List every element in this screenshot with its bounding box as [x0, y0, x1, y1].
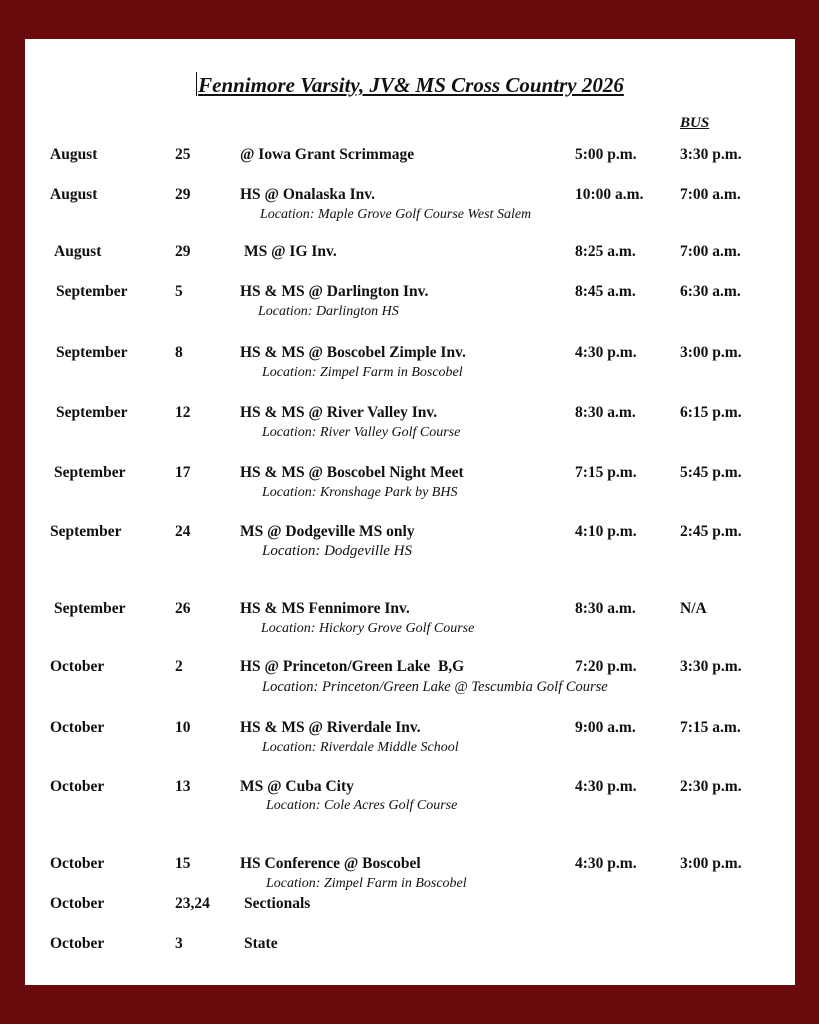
event-time: 4:30 p.m. — [575, 344, 637, 361]
event-month: September — [50, 523, 122, 540]
event-time: 9:00 a.m. — [575, 719, 636, 736]
event-month: October — [50, 719, 105, 736]
schedule-row — [25, 283, 795, 303]
event-day: 29 — [175, 186, 191, 203]
schedule-row — [25, 404, 795, 424]
event-day: 29 — [175, 243, 191, 260]
event-month: September — [54, 600, 126, 617]
bus-time: 3:00 p.m. — [680, 344, 742, 361]
event-month: October — [50, 895, 105, 912]
event-location: Location: Zimpel Farm in Boscobel — [262, 365, 463, 380]
event-month: August — [50, 186, 98, 203]
schedule-row — [25, 600, 795, 620]
event-name: HS & MS Fennimore Inv. — [240, 600, 410, 617]
event-time: 8:30 a.m. — [575, 404, 636, 421]
schedule-row — [25, 523, 795, 543]
bus-time: 2:45 p.m. — [680, 523, 742, 540]
event-time: 7:15 p.m. — [575, 464, 637, 481]
event-name: HS & MS @ River Valley Inv. — [240, 404, 438, 421]
schedule-row — [25, 243, 795, 263]
page-title: Fennimore Varsity, JV& MS Cross Country 2026 — [25, 72, 795, 98]
event-name: MS @ Dodgeville MS only — [240, 523, 415, 540]
event-day: 2 — [175, 658, 183, 675]
event-day: 12 — [175, 404, 191, 421]
event-day: 23,24 — [175, 895, 210, 912]
event-name: Sectionals — [244, 895, 311, 912]
schedule-row — [25, 344, 795, 364]
event-location: Location: Cole Acres Golf Course — [266, 798, 458, 813]
event-month: September — [56, 283, 128, 300]
event-name: HS & MS @ Boscobel Night Meet — [240, 464, 464, 481]
event-name: HS & MS @ Darlington Inv. — [240, 283, 429, 300]
event-name: @ Iowa Grant Scrimmage — [240, 146, 415, 163]
event-location: Location: Dodgeville HS — [262, 543, 412, 559]
event-location: Location: Zimpel Farm in Boscobel — [266, 876, 467, 891]
bus-column-header: BUS — [680, 115, 710, 131]
event-time: 8:45 a.m. — [575, 283, 636, 300]
schedule-row — [25, 895, 795, 915]
event-time: 4:30 p.m. — [575, 855, 637, 872]
event-name: HS @ Onalaska Inv. — [240, 186, 376, 203]
bus-time: N/A — [680, 600, 707, 617]
event-location: Location: Princeton/Green Lake @ Tescumbia Golf Course — [262, 679, 608, 695]
event-month: August — [54, 243, 102, 260]
event-day: 13 — [175, 778, 191, 795]
event-time: 7:20 p.m. — [575, 658, 637, 675]
event-day: 17 — [175, 464, 191, 481]
event-name: HS & MS @ Riverdale Inv. — [240, 719, 421, 736]
bus-time: 3:00 p.m. — [680, 855, 742, 872]
event-day: 5 — [175, 283, 183, 300]
event-location: Location: Riverdale Middle School — [262, 740, 459, 755]
event-location: Location: River Valley Golf Course — [262, 425, 461, 440]
schedule-row — [25, 464, 795, 484]
event-day: 25 — [175, 146, 191, 163]
schedule-row — [25, 719, 795, 739]
event-time: 4:30 p.m. — [575, 778, 637, 795]
event-time: 10:00 a.m. — [575, 186, 644, 203]
event-day: 3 — [175, 935, 183, 952]
event-name: HS Conference @ Boscobel — [240, 855, 421, 872]
event-month: August — [50, 146, 98, 163]
event-location: Location: Hickory Grove Golf Course — [261, 621, 475, 636]
event-month: October — [50, 935, 105, 952]
event-location: Location: Kronshage Park by BHS — [262, 485, 458, 500]
event-month: October — [50, 778, 105, 795]
event-month: September — [54, 464, 126, 481]
event-name: State — [244, 935, 278, 952]
bus-time: 7:00 a.m. — [680, 186, 741, 203]
bus-time: 7:15 a.m. — [680, 719, 741, 736]
event-name: HS & MS @ Boscobel Zimple Inv. — [240, 344, 466, 361]
event-time: 4:10 p.m. — [575, 523, 637, 540]
bus-time: 7:00 a.m. — [680, 243, 741, 260]
bus-time: 3:30 p.m. — [680, 146, 742, 163]
schedule-row — [25, 146, 795, 166]
event-time: 5:00 p.m. — [575, 146, 637, 163]
event-time: 8:30 a.m. — [575, 600, 636, 617]
event-day: 24 — [175, 523, 191, 540]
schedule-row — [25, 855, 795, 875]
event-day: 8 — [175, 344, 183, 361]
event-name: HS @ Princeton/Green Lake B,G — [240, 658, 465, 675]
event-time: 8:25 a.m. — [575, 243, 636, 260]
schedule-row — [25, 935, 795, 955]
event-day: 26 — [175, 600, 191, 617]
event-month: September — [56, 404, 128, 421]
bus-time: 6:15 p.m. — [680, 404, 742, 421]
event-day: 10 — [175, 719, 191, 736]
event-month: September — [56, 344, 128, 361]
event-month: October — [50, 855, 105, 872]
event-day: 15 — [175, 855, 191, 872]
schedule-row — [25, 778, 795, 798]
bus-time: 2:30 p.m. — [680, 778, 742, 795]
schedule-row — [25, 186, 795, 206]
bus-time: 5:45 p.m. — [680, 464, 742, 481]
bus-time: 6:30 a.m. — [680, 283, 741, 300]
schedule-row — [25, 658, 795, 678]
event-month: October — [50, 658, 105, 675]
event-name: MS @ Cuba City — [240, 778, 354, 795]
bus-time: 3:30 p.m. — [680, 658, 742, 675]
event-name: MS @ IG Inv. — [244, 243, 337, 260]
event-location: Location: Maple Grove Golf Course West Salem — [260, 207, 532, 222]
schedule-page — [25, 39, 795, 985]
event-location: Location: Darlington HS — [258, 304, 399, 319]
